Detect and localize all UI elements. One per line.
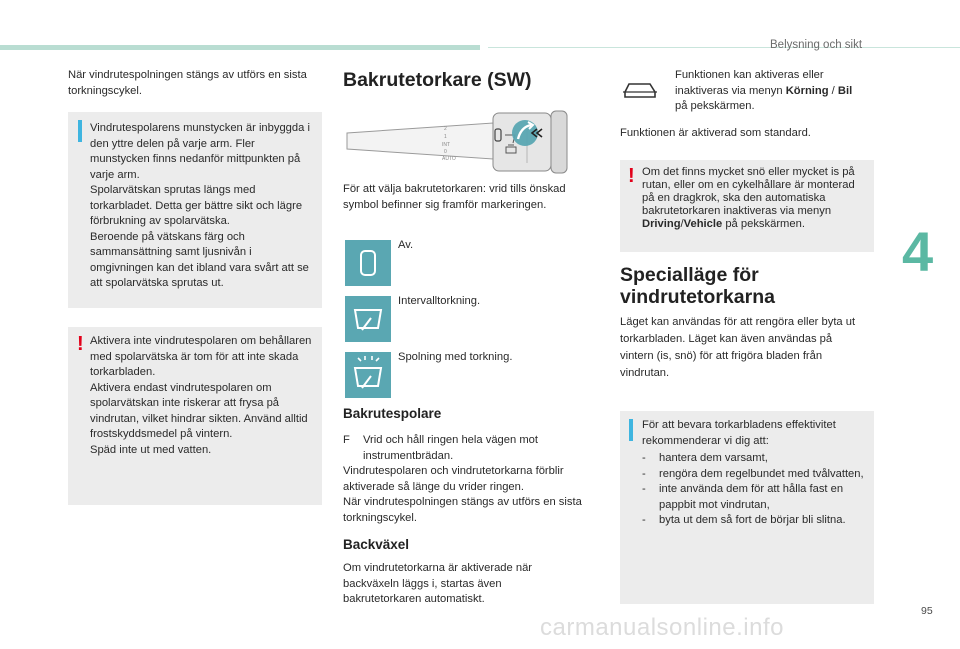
list-item: - rengöra dem regelbundet med tvålvatten, — [642, 467, 864, 480]
special-mode-body: Läget kan användas för att rengöra eller byta ut torkarbladen. Läget kan även användas på vintern (is, snö) för att frigöra bladen från vindrutan. — [620, 316, 856, 379]
symbol-intermittent-label: Intervalltorkning. — [398, 295, 481, 307]
car-menu-icon — [620, 76, 662, 102]
snow-warning-text: Om det finns mycket snö eller mycket is på rutan, eller om en cykelhållare är monterad på en dragkrok, ska den automatiska bakrutetorkaren inaktiveras via menyn Driving/Vehicle på pekskärmen. — [642, 166, 855, 230]
warning-icon: ! — [77, 333, 84, 355]
watermark: carmanualsonline.info — [540, 614, 784, 641]
standard-text: Funktionen är aktiverad som standard. — [620, 127, 811, 139]
symbol-off-label: Av. — [398, 239, 414, 251]
section-title-rear-wiper: Bakrutetorkare (SW) — [343, 69, 532, 91]
svg-text:AUTO: AUTO — [442, 156, 456, 162]
wiper-stalk-icon — [343, 103, 603, 179]
info-box-text: Vindrutespolarens munstycken är inbyggda i den yttre delen på varje arm. Fler munstycken finns nedanför mittpunkten på varje arm. Spolarvätskan sprutas längs med torkarbladet. Detta ger bättre sikt och lägre förbrukning av spolarvätska. Beroende på vätskans färg och sammansättning samt ljusnivån i omgivningen kan det ibland vara svårt att se att spolarvätska sprutas ut. — [90, 122, 310, 289]
menu-name-vehicle: Vehicle — [683, 218, 723, 230]
warning-box — [68, 327, 322, 505]
bullet-f-marker: F — [343, 434, 350, 446]
menu-activation-text: Funktionen kan aktiveras eller inaktiveras via menyn Körning / Bil på pekskärmen. — [675, 69, 853, 112]
heading-reverse-gear: Backväxel — [343, 537, 410, 552]
page-number: 95 — [921, 605, 933, 617]
section-title-special-mode: Specialläge för vindrutetorkarna — [620, 264, 775, 308]
chapter-number: 4 — [902, 220, 934, 283]
rear-wiper-wash-icon — [345, 352, 391, 398]
rear-wiper-intermittent-icon — [345, 296, 391, 342]
washer-body: Vindrutespolaren och vindrutetorkarna förblir aktiverade så länge du vrider ringen. När vindrutespolningen stängs av utförs en sista torkningscykel. — [343, 465, 582, 524]
svg-text:0: 0 — [444, 149, 447, 155]
symbol-wash-label: Spolning med torkning. — [398, 351, 513, 363]
reverse-body: Om vindrutetorkarna är aktiverade när backväxeln läggs i, startas även bakrutetorkaren automatiskt. — [343, 562, 533, 605]
snow-warning-box — [620, 160, 874, 252]
wiper-stalk-illustration — [343, 103, 603, 179]
header-accent-bar — [0, 45, 480, 50]
list-item: - byta ut dem så fort de börjar bli slitna. — [642, 514, 846, 526]
select-instruction: För att välja bakrutetorkaren: vrid tills önskad symbol befinner sig framför markeringen. — [343, 183, 566, 211]
symbol-wash — [345, 352, 391, 398]
warning-box-text: Aktivera inte vindrutespolaren om behållaren med spolarvätska är tom för att inte skada torkarbladen. Aktivera endast vindrutespolaren om spolarvätskan inte riskerar att frysa på vindrutan, vilket hindrar sikten. Använd alltid frostskyddsmedel på vintern. Späd inte ut med vatten. — [90, 335, 312, 456]
washer-bullet-text: Vrid och håll ringen hela vägen mot instrumentbrädan. — [363, 434, 538, 462]
warning-icon: ! — [628, 165, 635, 187]
menu-name-bil: Bil — [837, 84, 853, 97]
svg-text:INT: INT — [442, 142, 451, 148]
intro-text: När vindrutespolningen stängs av utförs en sista torkningscykel. — [68, 69, 307, 97]
header-rule — [488, 47, 960, 48]
svg-text:2: 2 — [444, 126, 447, 132]
car-menu-icon-wrap — [620, 76, 662, 102]
rear-wiper-off-icon — [345, 240, 391, 286]
svg-text:1: 1 — [444, 134, 447, 140]
care-info-box — [620, 411, 874, 604]
washer-bullet — [343, 433, 603, 464]
chapter-title: Belysning och sikt — [770, 39, 863, 51]
list-item: - hantera dem varsamt, — [642, 452, 768, 464]
info-icon — [629, 419, 633, 441]
care-list — [642, 451, 868, 529]
menu-name-korning: Körning — [785, 84, 829, 97]
symbol-off — [345, 240, 391, 286]
care-info-intro: För att bevara torkarbladens effektivitet rekommenderar vi dig att: — [642, 419, 836, 447]
info-box — [68, 112, 322, 308]
menu-name-driving: Driving — [642, 218, 681, 230]
heading-rear-washer: Bakrutespolare — [343, 406, 442, 421]
list-item: - inte använda dem för att hålla fast en pappbit mot vindrutan, — [642, 483, 844, 511]
symbol-intermittent — [345, 296, 391, 342]
info-icon — [78, 120, 82, 142]
